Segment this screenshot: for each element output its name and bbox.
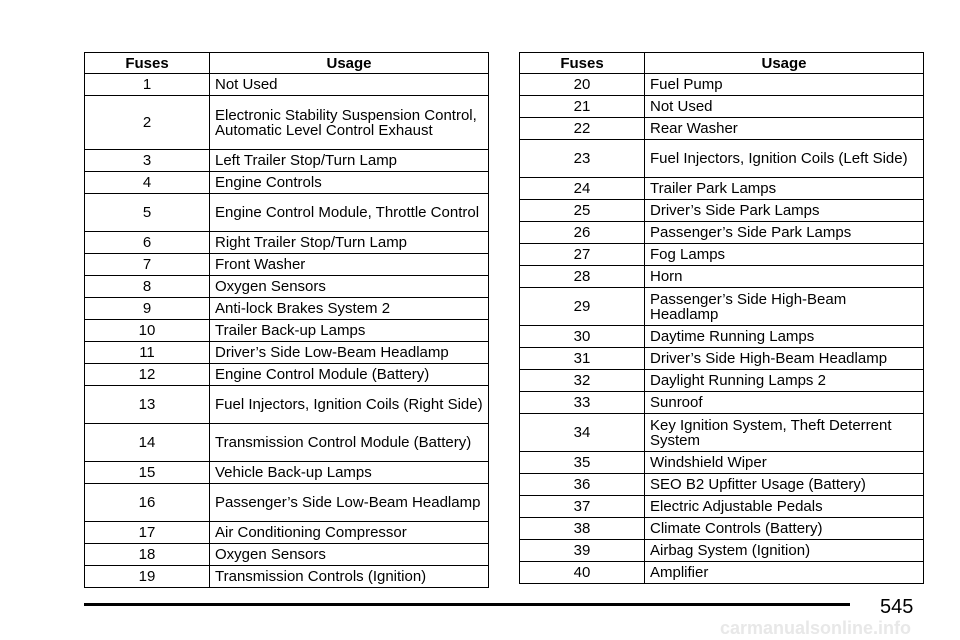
header-usage: Usage [645, 53, 924, 74]
fuse-usage: Driver’s Side Park Lamps [645, 200, 924, 222]
table-row [85, 232, 489, 254]
fuse-usage: Passenger’s Side High-Beam Headlamp [645, 288, 924, 326]
header-fuses: Fuses [520, 53, 645, 74]
table-row [520, 200, 924, 222]
table-row [520, 348, 924, 370]
fuse-usage: Horn [645, 266, 924, 288]
fuse-usage: Passenger’s Side Park Lamps [645, 222, 924, 244]
table-header-row [85, 53, 489, 74]
table-row [520, 140, 924, 178]
fuse-usage: Front Washer [210, 254, 489, 276]
fuse-number: 26 [520, 222, 645, 244]
fuse-number: 5 [85, 194, 210, 232]
table-row [85, 150, 489, 172]
table-row [520, 326, 924, 348]
fuse-usage: Daylight Running Lamps 2 [645, 370, 924, 392]
fuse-usage: Not Used [645, 96, 924, 118]
table-row [520, 96, 924, 118]
fuse-table-left [84, 52, 489, 588]
table-row [520, 266, 924, 288]
fuse-number: 22 [520, 118, 645, 140]
fuse-number: 4 [85, 172, 210, 194]
fuse-number: 39 [520, 540, 645, 562]
table-row [520, 118, 924, 140]
table-row [520, 452, 924, 474]
fuse-number: 28 [520, 266, 645, 288]
fuse-usage: Transmission Controls (Ignition) [210, 566, 489, 588]
fuse-usage: Driver’s Side High-Beam Headlamp [645, 348, 924, 370]
table-row [85, 364, 489, 386]
fuse-number: 29 [520, 288, 645, 326]
fuse-usage: Airbag System (Ignition) [645, 540, 924, 562]
table-row [520, 288, 924, 326]
fuse-usage: Vehicle Back-up Lamps [210, 462, 489, 484]
table-header-row [520, 53, 924, 74]
table-row [520, 392, 924, 414]
table-row [520, 178, 924, 200]
fuse-number: 2 [85, 96, 210, 150]
header-usage: Usage [210, 53, 489, 74]
table-row [85, 544, 489, 566]
fuse-usage: Fog Lamps [645, 244, 924, 266]
fuse-number: 7 [85, 254, 210, 276]
fuse-number: 19 [85, 566, 210, 588]
table-row [85, 74, 489, 96]
fuse-number: 12 [85, 364, 210, 386]
fuse-usage: Oxygen Sensors [210, 276, 489, 298]
table-row [520, 518, 924, 540]
table-row [85, 484, 489, 522]
fuse-number: 37 [520, 496, 645, 518]
fuse-usage: Air Conditioning Compressor [210, 522, 489, 544]
table-row [85, 172, 489, 194]
fuse-usage: Sunroof [645, 392, 924, 414]
fuse-number: 31 [520, 348, 645, 370]
table-row [520, 474, 924, 496]
table-row [520, 370, 924, 392]
fuse-usage: Electric Adjustable Pedals [645, 496, 924, 518]
fuse-number: 3 [85, 150, 210, 172]
fuse-number: 36 [520, 474, 645, 496]
fuse-number: 32 [520, 370, 645, 392]
fuse-usage: Fuel Injectors, Ignition Coils (Left Side) [645, 140, 924, 178]
fuse-number: 16 [85, 484, 210, 522]
fuse-usage: Passenger’s Side Low-Beam Headlamp [210, 484, 489, 522]
fuse-number: 25 [520, 200, 645, 222]
table-row [85, 566, 489, 588]
fuse-number: 6 [85, 232, 210, 254]
fuse-usage: Driver’s Side Low-Beam Headlamp [210, 342, 489, 364]
table-row [85, 462, 489, 484]
fuse-usage: Trailer Back-up Lamps [210, 320, 489, 342]
fuse-number: 14 [85, 424, 210, 462]
fuse-number: 23 [520, 140, 645, 178]
table-row [85, 424, 489, 462]
fuse-number: 34 [520, 414, 645, 452]
fuse-usage: Engine Controls [210, 172, 489, 194]
fuse-usage: Fuel Injectors, Ignition Coils (Right Side) [210, 386, 489, 424]
fuse-usage: Rear Washer [645, 118, 924, 140]
table-row [85, 194, 489, 232]
fuse-number: 35 [520, 452, 645, 474]
fuse-number: 27 [520, 244, 645, 266]
fuse-usage: Not Used [210, 74, 489, 96]
fuse-number: 8 [85, 276, 210, 298]
table-row [85, 386, 489, 424]
fuse-usage: Anti-lock Brakes System 2 [210, 298, 489, 320]
fuse-usage: Engine Control Module (Battery) [210, 364, 489, 386]
fuse-number: 24 [520, 178, 645, 200]
fuse-usage: Engine Control Module, Throttle Control [210, 194, 489, 232]
table-row [520, 414, 924, 452]
footer-rule [84, 603, 850, 606]
fuse-number: 21 [520, 96, 645, 118]
fuse-number: 20 [520, 74, 645, 96]
table-row [520, 540, 924, 562]
fuse-number: 33 [520, 392, 645, 414]
page-number: 545 [880, 596, 914, 618]
fuse-usage: SEO B2 Upfitter Usage (Battery) [645, 474, 924, 496]
fuse-number: 15 [85, 462, 210, 484]
fuse-usage: Electronic Stability Suspension Control, Automatic Level Control Exhaust [210, 96, 489, 150]
fuse-number: 17 [85, 522, 210, 544]
table-row [85, 342, 489, 364]
table-row [85, 254, 489, 276]
fuse-usage: Windshield Wiper [645, 452, 924, 474]
table-row [520, 222, 924, 244]
table-row [520, 244, 924, 266]
fuse-number: 10 [85, 320, 210, 342]
fuse-table-right [519, 52, 924, 584]
fuse-number: 40 [520, 562, 645, 584]
fuse-number: 38 [520, 518, 645, 540]
fuse-usage: Trailer Park Lamps [645, 178, 924, 200]
fuse-usage: Climate Controls (Battery) [645, 518, 924, 540]
table-row [85, 320, 489, 342]
fuse-number: 1 [85, 74, 210, 96]
fuse-number: 30 [520, 326, 645, 348]
watermark-text: carmanualsonline.info [720, 618, 912, 638]
fuse-number: 18 [85, 544, 210, 566]
fuse-number: 11 [85, 342, 210, 364]
table-row [520, 74, 924, 96]
fuse-usage: Key Ignition System, Theft Deterrent System [645, 414, 924, 452]
fuse-usage: Amplifier [645, 562, 924, 584]
fuse-usage: Left Trailer Stop/Turn Lamp [210, 150, 489, 172]
fuse-number: 13 [85, 386, 210, 424]
table-row [85, 522, 489, 544]
fuse-number: 9 [85, 298, 210, 320]
fuse-usage: Oxygen Sensors [210, 544, 489, 566]
fuse-usage: Fuel Pump [645, 74, 924, 96]
table-row [520, 562, 924, 584]
fuse-usage: Daytime Running Lamps [645, 326, 924, 348]
fuse-usage: Right Trailer Stop/Turn Lamp [210, 232, 489, 254]
table-row [85, 276, 489, 298]
header-fuses: Fuses [85, 53, 210, 74]
table-row [85, 298, 489, 320]
table-row [85, 96, 489, 150]
fuse-usage: Transmission Control Module (Battery) [210, 424, 489, 462]
table-row [520, 496, 924, 518]
